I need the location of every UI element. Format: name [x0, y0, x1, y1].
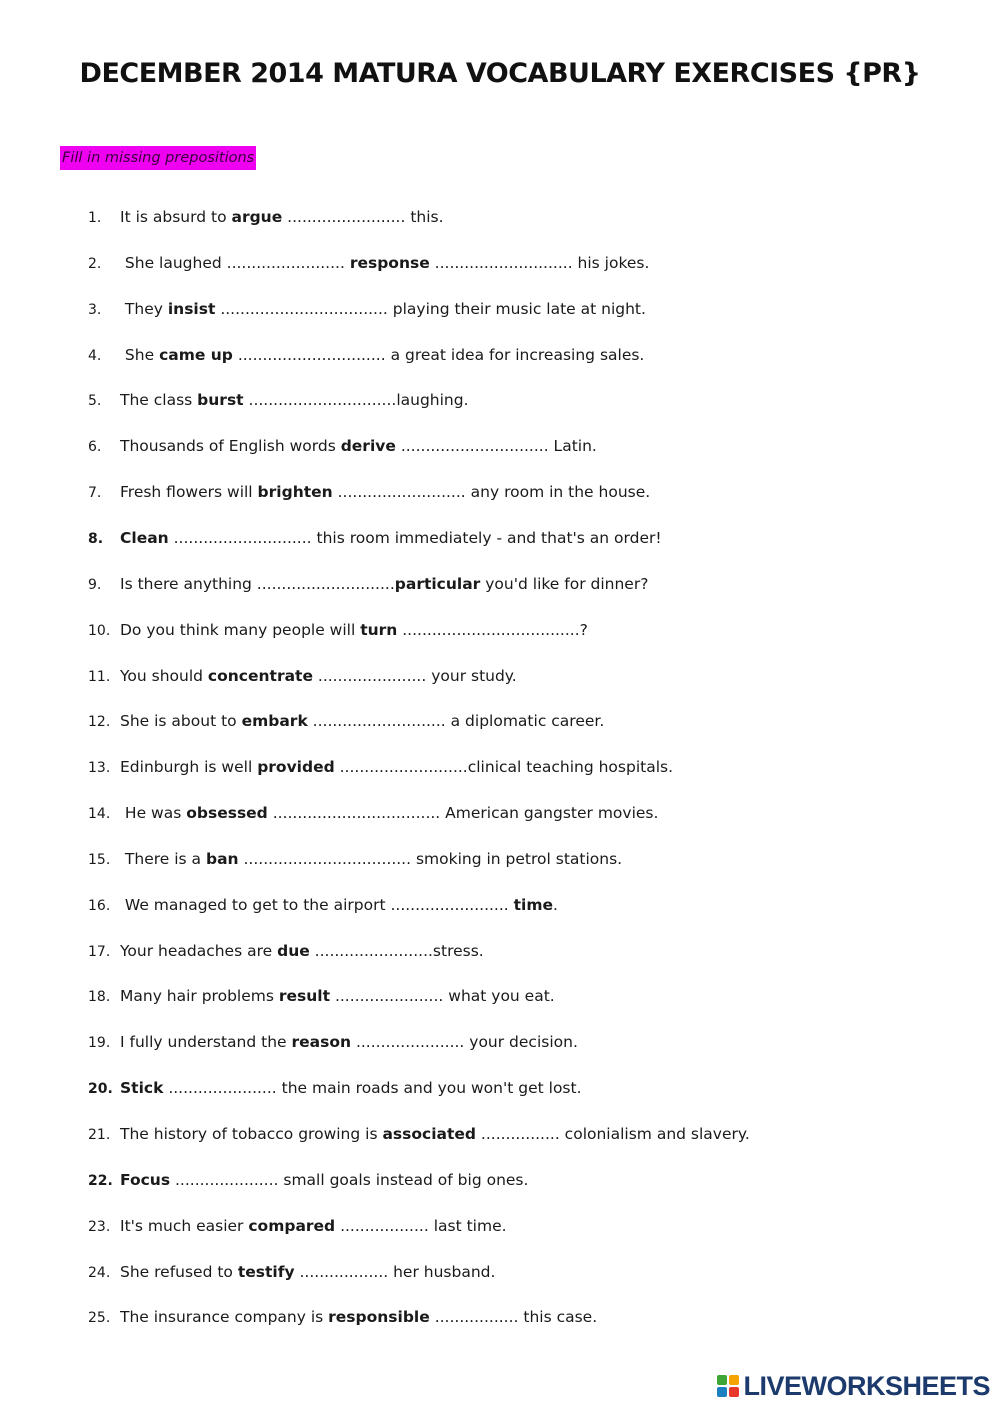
exercise-text-after: ...................... your decision.	[351, 1033, 578, 1051]
exercise-text-before: It is absurd to	[120, 208, 232, 226]
exercise-keyword: due	[277, 942, 310, 960]
exercise-number: 11.	[88, 669, 111, 685]
exercise-number: 7.	[88, 485, 102, 501]
exercise-text-after: ..............................laughing.	[243, 391, 469, 409]
exercise-text-before: The insurance company is	[120, 1308, 329, 1326]
exercise-text-after: .................................. smoking in petrol stations.	[238, 850, 623, 868]
exercise-keyword: insist	[167, 300, 216, 318]
exercise-text-before: Edinburgh is well	[120, 758, 258, 776]
exercise-text-before: I fully understand the	[120, 1033, 292, 1051]
exercise-keyword: obsessed	[186, 804, 268, 822]
exercise-text-before: We managed to get to the airport ........................	[120, 896, 514, 914]
exercise-item	[88, 574, 968, 595]
exercise-item	[88, 207, 968, 228]
exercise-keyword: reason	[291, 1033, 352, 1051]
exercise-number: 22.	[88, 1173, 113, 1189]
exercise-keyword: response	[349, 254, 430, 272]
exercise-text-after: ........................... a diplomatic career.	[307, 712, 605, 730]
exercise-number: 13.	[88, 760, 111, 776]
exercise-text-before: She laughed ........................	[120, 254, 350, 272]
exercise-text-after: ........................stress.	[309, 942, 484, 960]
exercise-text-before: Many hair problems	[120, 987, 279, 1005]
exercise-text-after: ...................... what you eat.	[330, 987, 555, 1005]
exercise-item	[88, 1032, 968, 1053]
exercise-item	[88, 436, 968, 457]
exercise-keyword: Focus	[120, 1171, 171, 1189]
exercise-text-before: You should	[120, 667, 208, 685]
exercise-keyword: particular	[394, 575, 481, 593]
exercise-number: 25.	[88, 1310, 111, 1326]
exercise-number: 14.	[88, 806, 111, 822]
exercise-text-after: ................ colonialism and slavery.	[476, 1125, 750, 1143]
exercise-item	[88, 986, 968, 1007]
instruction-label: Fill in missing prepositions	[60, 146, 256, 170]
exercise-keyword: embark	[241, 712, 308, 730]
exercise-number: 6.	[88, 439, 102, 455]
exercise-text-before: It's much easier	[120, 1217, 249, 1235]
exercise-text-after: .......................... any room in the house.	[332, 483, 651, 501]
exercise-item	[88, 620, 968, 641]
exercise-text-after: ................. this case.	[429, 1308, 598, 1326]
exercise-item	[88, 253, 968, 274]
exercise-item	[88, 941, 968, 962]
exercise-item	[88, 1216, 968, 1237]
exercise-keyword: brighten	[257, 483, 333, 501]
exercise-text-after: .	[553, 896, 558, 914]
exercise-item	[88, 1170, 968, 1191]
exercise-keyword: provided	[257, 758, 335, 776]
page-title: DECEMBER 2014 MATURA VOCABULARY EXERCISES {PR}	[79, 58, 921, 89]
exercise-number: 10.	[88, 623, 111, 639]
exercise-text-after: .................. her husband.	[294, 1263, 496, 1281]
exercise-text-after: ............................ this room immediately - and that's an order!	[168, 529, 662, 547]
exercise-item	[88, 803, 968, 824]
exercise-keyword: burst	[197, 391, 244, 409]
exercise-number: 16.	[88, 898, 111, 914]
exercise-text-after: ..........................clinical teaching hospitals.	[334, 758, 674, 776]
exercise-text-before: Is there anything ............................	[120, 575, 395, 593]
exercise-item	[88, 895, 968, 916]
exercise-item	[88, 345, 968, 366]
exercise-number: 18.	[88, 989, 111, 1005]
exercise-number: 4.	[88, 348, 102, 364]
exercise-number: 3.	[88, 302, 102, 318]
exercise-keyword: associated	[382, 1125, 476, 1143]
exercise-item	[88, 849, 968, 870]
exercise-keyword: responsible	[328, 1308, 430, 1326]
exercise-item	[88, 390, 968, 411]
exercise-keyword: argue	[231, 208, 283, 226]
exercise-text-before: She refused to	[120, 1263, 238, 1281]
exercise-item	[88, 757, 968, 778]
exercise-item	[88, 1124, 968, 1145]
exercise-text-before: Fresh flowers will	[120, 483, 258, 501]
exercise-keyword: ban	[205, 850, 239, 868]
exercise-text-after: ...................... your study.	[312, 667, 517, 685]
exercise-keyword: derive	[340, 437, 396, 455]
exercise-item	[88, 528, 968, 549]
liveworksheets-logo	[717, 1371, 990, 1401]
exercise-number: 19.	[88, 1035, 111, 1051]
exercise-item	[88, 1078, 968, 1099]
exercise-keyword: concentrate	[207, 667, 313, 685]
exercise-number: 2.	[88, 256, 102, 272]
exercise-keyword: Clean	[120, 529, 169, 547]
exercise-text-after: ..................... small goals instead of big ones.	[170, 1171, 529, 1189]
liveworksheets-logo-icon	[717, 1375, 739, 1397]
exercise-text-before: She is about to	[120, 712, 242, 730]
exercise-number: 24.	[88, 1265, 111, 1281]
exercise-number: 23.	[88, 1219, 111, 1235]
exercise-item	[88, 299, 968, 320]
exercise-text-before: There is a	[120, 850, 206, 868]
exercise-text-before: The history of tobacco growing is	[120, 1125, 383, 1143]
exercise-keyword: result	[278, 987, 331, 1005]
exercise-item	[88, 482, 968, 503]
exercise-number: 20.	[88, 1081, 113, 1097]
exercise-number: 9.	[88, 577, 102, 593]
exercise-text-after: .............................. Latin.	[395, 437, 597, 455]
exercise-item	[88, 1307, 968, 1328]
exercise-text-after: .................. last time.	[335, 1217, 507, 1235]
exercise-item	[88, 711, 968, 732]
exercise-text-after: .................................. playing their music late at night.	[215, 300, 646, 318]
exercise-text-after: .............................. a great idea for increasing sales.	[232, 346, 645, 364]
exercise-number: 15.	[88, 852, 111, 868]
exercise-number: 8.	[88, 531, 104, 547]
exercise-number: 21.	[88, 1127, 111, 1143]
exercise-text-after: ...................... the main roads and you won't get lost.	[163, 1079, 582, 1097]
exercise-keyword: compared	[248, 1217, 336, 1235]
exercise-text-before: He was	[120, 804, 187, 822]
exercise-number: 1.	[88, 210, 102, 226]
exercise-text-before: She	[120, 346, 160, 364]
exercise-keyword: time	[513, 896, 554, 914]
exercise-number: 12.	[88, 714, 111, 730]
exercise-text-before: Your headaches are	[120, 942, 278, 960]
exercise-text-after: you'd like for dinner?	[480, 575, 649, 593]
exercise-keyword: turn	[360, 621, 398, 639]
exercise-keyword: Stick	[120, 1079, 164, 1097]
exercise-keyword: testify	[237, 1263, 295, 1281]
exercise-number: 17.	[88, 944, 111, 960]
exercise-text-before: They	[120, 300, 168, 318]
exercise-number: 5.	[88, 393, 102, 409]
logo-text: LIVEWORKSHEETS	[743, 1370, 990, 1401]
exercise-item	[88, 666, 968, 687]
exercise-keyword: came up	[159, 346, 233, 364]
exercise-text-after: ........................ this.	[282, 208, 444, 226]
exercise-text-before: The class	[120, 391, 198, 409]
exercise-text-after: ............................ his jokes.	[429, 254, 650, 272]
exercise-text-after: ....................................?	[397, 621, 588, 639]
exercise-text-before: Do you think many people will	[120, 621, 361, 639]
exercise-text-before: Thousands of English words	[120, 437, 341, 455]
exercise-text-after: .................................. American gangster movies.	[267, 804, 659, 822]
exercise-item	[88, 1262, 968, 1283]
